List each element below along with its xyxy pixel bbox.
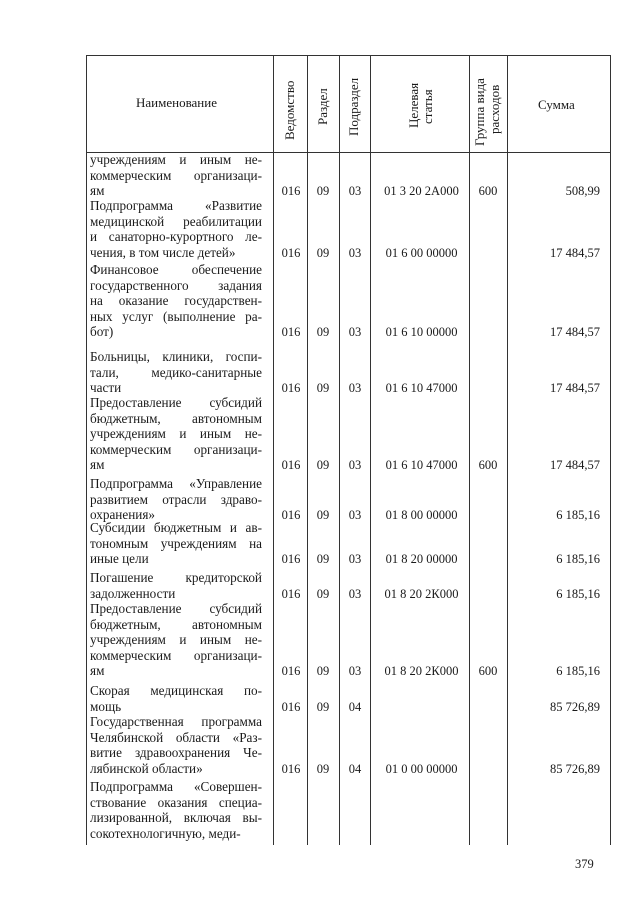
header-podrazdel: Подраздел — [346, 77, 361, 136]
row-name-line: на оказание государствен- — [90, 293, 262, 309]
row-name-line: коммерческим организаци- — [90, 167, 262, 183]
row-name-line: бюджетным, автономным — [90, 616, 262, 632]
row-vedomstvo: 016 — [281, 761, 301, 776]
header-celevaya-line1: Целевая — [406, 82, 421, 128]
row-razdel: 09 — [316, 245, 330, 260]
row-name-line: государственного задания — [90, 277, 262, 293]
row-name-line: ных услуг (выполнение ра- — [90, 308, 262, 324]
row-name — [90, 152, 262, 199]
row-name-line: задолженности — [90, 585, 176, 601]
row-celevaya-statya: 01 8 20 00000 — [385, 552, 458, 567]
row-name — [90, 198, 262, 260]
row-name-line: сокотехнологичную, меди- — [90, 825, 241, 841]
row-name-line: Больницы, клиники, госпи- — [90, 349, 262, 364]
row-summa: 508,99 — [565, 184, 600, 199]
row-name-line: Подпрограмма «Управление — [90, 476, 262, 491]
row-summa: 17 484,57 — [550, 458, 600, 473]
row-vedomstvo: 016 — [281, 664, 301, 679]
row-gruppa: 600 — [478, 458, 498, 473]
row-name-line: части — [90, 380, 122, 396]
row-celevaya-statya: 01 0 00 00000 — [385, 761, 458, 776]
row-podrazdel: 04 — [348, 761, 362, 776]
row-podrazdel: 03 — [348, 508, 362, 523]
col-border-4 — [370, 55, 371, 845]
row-podrazdel: 04 — [348, 699, 362, 714]
row-summa: 17 484,57 — [550, 381, 600, 396]
row-gruppa: 600 — [478, 664, 498, 679]
row-razdel: 09 — [316, 761, 330, 776]
row-name — [90, 683, 262, 714]
row-name-line: Предоставление субсидий — [90, 395, 262, 410]
row-name-line: лябинской области» — [90, 760, 203, 776]
row-name — [90, 714, 262, 776]
row-name — [90, 476, 262, 523]
row-vedomstvo: 016 — [281, 699, 301, 714]
header-gruppa-line1: Группа вида — [472, 78, 487, 146]
row-name — [90, 779, 262, 841]
row-name-line: бюджетным, автономным — [90, 410, 262, 426]
table-top-border — [86, 55, 611, 56]
header-vedomstvo: Ведомство — [282, 80, 297, 140]
row-name-line: мощь — [90, 698, 122, 714]
row-name-line: ям — [90, 663, 105, 679]
row-name-line: бот) — [90, 324, 114, 340]
row-name-line: Скорая медицинская по- — [90, 683, 262, 698]
row-name-line: чения, в том числе детей» — [90, 244, 236, 260]
row-razdel: 09 — [316, 508, 330, 523]
row-vedomstvo: 016 — [281, 325, 301, 340]
row-name-line: коммерческим организаци- — [90, 441, 262, 457]
row-razdel: 09 — [316, 325, 330, 340]
header-razdel: Раздел — [315, 88, 330, 125]
row-name-line: коммерческим организаци- — [90, 647, 262, 663]
row-podrazdel: 03 — [348, 552, 362, 567]
row-name-line: ствование оказания специа- — [90, 794, 262, 810]
row-name-line: ям — [90, 183, 105, 199]
row-celevaya-statya: 01 3 20 2А000 — [384, 184, 459, 199]
row-name-line: лизированной, включая вы- — [90, 810, 262, 826]
header-name: Наименование — [136, 95, 217, 110]
row-name — [90, 520, 262, 567]
row-celevaya-statya: 01 6 10 47000 — [385, 458, 458, 473]
row-name-line: Финансовое обеспечение — [90, 262, 262, 277]
col-border-left — [86, 55, 87, 845]
row-celevaya-statya: 01 8 20 2К000 — [384, 664, 459, 679]
row-name-line: ям — [90, 457, 105, 473]
row-summa: 6 185,16 — [556, 664, 600, 679]
row-celevaya-statya: 01 6 00 00000 — [385, 245, 458, 260]
page-number: 379 — [575, 857, 594, 871]
row-name — [90, 262, 262, 340]
row-name — [90, 349, 262, 396]
row-razdel: 09 — [316, 458, 330, 473]
row-razdel: 09 — [316, 184, 330, 199]
row-razdel: 09 — [316, 586, 330, 601]
row-summa: 17 484,57 — [550, 245, 600, 260]
row-summa: 17 484,57 — [550, 325, 600, 340]
row-name-line: Предоставление субсидий — [90, 601, 262, 616]
row-name-line: учреждениям и иным не- — [90, 632, 262, 648]
row-vedomstvo: 016 — [281, 586, 301, 601]
row-celevaya-statya: 01 8 20 2К000 — [384, 586, 459, 601]
row-vedomstvo: 016 — [281, 245, 301, 260]
row-razdel: 09 — [316, 552, 330, 567]
row-name-line: учреждениям и иным не- — [90, 152, 262, 167]
row-podrazdel: 03 — [348, 586, 362, 601]
row-celevaya-statya: 01 6 10 47000 — [385, 381, 458, 396]
row-name-line: медицинской реабилитации — [90, 213, 262, 229]
col-border-2 — [307, 55, 308, 845]
row-gruppa: 600 — [478, 184, 498, 199]
row-name-line: Погашение кредиторской — [90, 570, 262, 585]
row-name-line: охранения» — [90, 507, 155, 523]
col-border-right — [610, 55, 611, 845]
row-razdel: 09 — [316, 381, 330, 396]
row-name-line: Подпрограмма «Развитие — [90, 198, 262, 213]
row-vedomstvo: 016 — [281, 552, 301, 567]
row-name-line: и санаторно-курортного ле- — [90, 229, 262, 245]
row-name-line: учреждениям и иным не- — [90, 426, 262, 442]
col-border-1 — [273, 55, 274, 845]
row-name-line: Подпрограмма «Совершен- — [90, 779, 262, 794]
row-name-line: Государственная программа — [90, 714, 262, 729]
row-vedomstvo: 016 — [281, 381, 301, 396]
row-name-line: иные цели — [90, 551, 149, 567]
col-border-3 — [339, 55, 340, 845]
row-podrazdel: 03 — [348, 381, 362, 396]
header-gruppa-line2: расходов — [487, 84, 502, 134]
row-name-line: Субсидии бюджетным и ав- — [90, 520, 262, 535]
col-border-6 — [507, 55, 508, 845]
row-name-line: тали, медико-санитарные — [90, 364, 262, 380]
row-celevaya-statya: 01 6 10 00000 — [385, 325, 458, 340]
row-podrazdel: 03 — [348, 458, 362, 473]
row-name-line: развитием отрасли здраво- — [90, 491, 262, 507]
row-podrazdel: 03 — [348, 184, 362, 199]
row-name — [90, 570, 262, 601]
col-border-5 — [469, 55, 470, 845]
row-razdel: 09 — [316, 699, 330, 714]
row-vedomstvo: 016 — [281, 184, 301, 199]
row-summa: 85 726,89 — [550, 699, 600, 714]
row-celevaya-statya: 01 8 00 00000 — [385, 508, 458, 523]
row-name-line: тономным учреждениям на — [90, 535, 262, 551]
row-razdel: 09 — [316, 664, 330, 679]
row-podrazdel: 03 — [348, 325, 362, 340]
row-summa: 6 185,16 — [556, 586, 600, 601]
row-name-line: витие здравоохранения Че- — [90, 745, 262, 761]
header-celevaya-line2: статья — [420, 89, 435, 124]
header-summa: Сумма — [538, 97, 575, 112]
row-name — [90, 395, 262, 473]
row-name-line: Челябинской области «Раз- — [90, 729, 262, 745]
row-name — [90, 601, 262, 679]
row-podrazdel: 03 — [348, 245, 362, 260]
row-summa: 85 726,89 — [550, 761, 600, 776]
row-summa: 6 185,16 — [556, 508, 600, 523]
row-vedomstvo: 016 — [281, 458, 301, 473]
row-summa: 6 185,16 — [556, 552, 600, 567]
row-podrazdel: 03 — [348, 664, 362, 679]
row-vedomstvo: 016 — [281, 508, 301, 523]
